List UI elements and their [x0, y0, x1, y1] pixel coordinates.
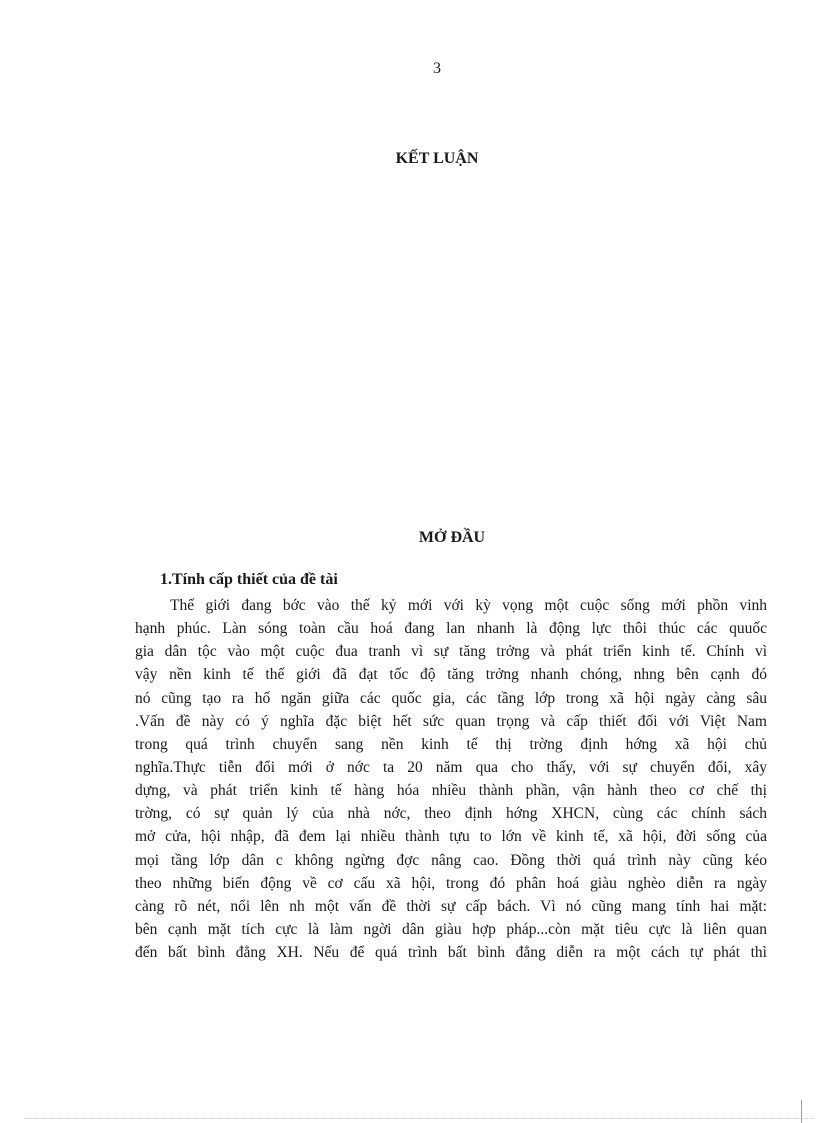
body-line: bên cạnh mặt tích cực là làm ngời dân giàu hợp pháp...còn mặt tiêu cực là liên quan: [135, 920, 767, 938]
body-line: trờng, có sự quản lý của nhà nớc, theo định hớng XHCN, cùng các chính sách: [135, 805, 767, 823]
conclusion-heading: KẾT LUẬN: [395, 150, 479, 167]
body-line: nó cũng tạo ra hố ngăn giữa các quốc gia, các tầng lớp trong xã hội ngày càng sâu: [135, 689, 767, 707]
body-paragraph: [135, 594, 767, 964]
body-line: gia dân tộc vào một cuộc đua tranh vì sự tăng trởng và phát triển kinh tế. Chính vì: [135, 643, 767, 661]
body-line: dựng, và phát triển kinh tế hàng hóa nhiều thành phần, vận hành theo cơ chế thị: [135, 782, 767, 800]
page-bottom-border: [24, 1118, 814, 1119]
introduction-heading: MỞ ĐẦU: [418, 529, 486, 546]
body-line: đến bất bình đẳng XH. Nếu để quá trình bất bình đẳng diễn ra một cách tự phát thì: [135, 944, 767, 962]
body-line: hạnh phúc. Làn sóng toàn cầu hoá đang lan nhanh là động lực thôi thúc các quuốc: [135, 620, 767, 638]
page-corner-mark: [801, 1100, 802, 1123]
body-line: trong quá trình chuyển sang nền kinh tế thị trờng định hớng xã hội chủ: [135, 735, 767, 753]
body-line: Thế giới đang bớc vào thế kỷ mới với kỳ vọng một cuộc sống mới phồn vinh: [170, 597, 767, 614]
body-line: mở cửa, hội nhập, đã đem lại nhiều thành tựu to lớn về kinh tế, xã hội, đời sống của: [135, 828, 767, 846]
page-number: 3: [433, 60, 441, 77]
body-line: theo những biến động về cơ cấu xã hội, trong đó phân hoá giàu nghèo diễn ra ngày: [135, 874, 767, 892]
body-line: vậy nền kinh tế thế giới đã đạt tốc độ tăng trởng nhanh chóng, nhng bên cạnh đó: [135, 666, 767, 684]
body-line: .Vấn đề này có ý nghĩa đặc biệt hết sức quan trọng và cấp thiết đối với Việt Nam: [135, 712, 767, 730]
body-line: nghĩa.Thực tiễn đổi mới ở nớc ta 20 năm qua cho thấy, với sự chuyển đổi, xây: [135, 758, 767, 776]
section-heading: 1.Tính cấp thiết của đề tài: [160, 571, 338, 588]
body-line: càng rõ nét, nổi lên nh một vấn đề thời sự cấp bách. Vì nó cũng mang tính hai mặt:: [135, 897, 767, 915]
body-line: mọi tầng lớp dân c không ngừng đợc nâng cao. Đồng thời quá trình này cũng kéo: [135, 851, 767, 869]
